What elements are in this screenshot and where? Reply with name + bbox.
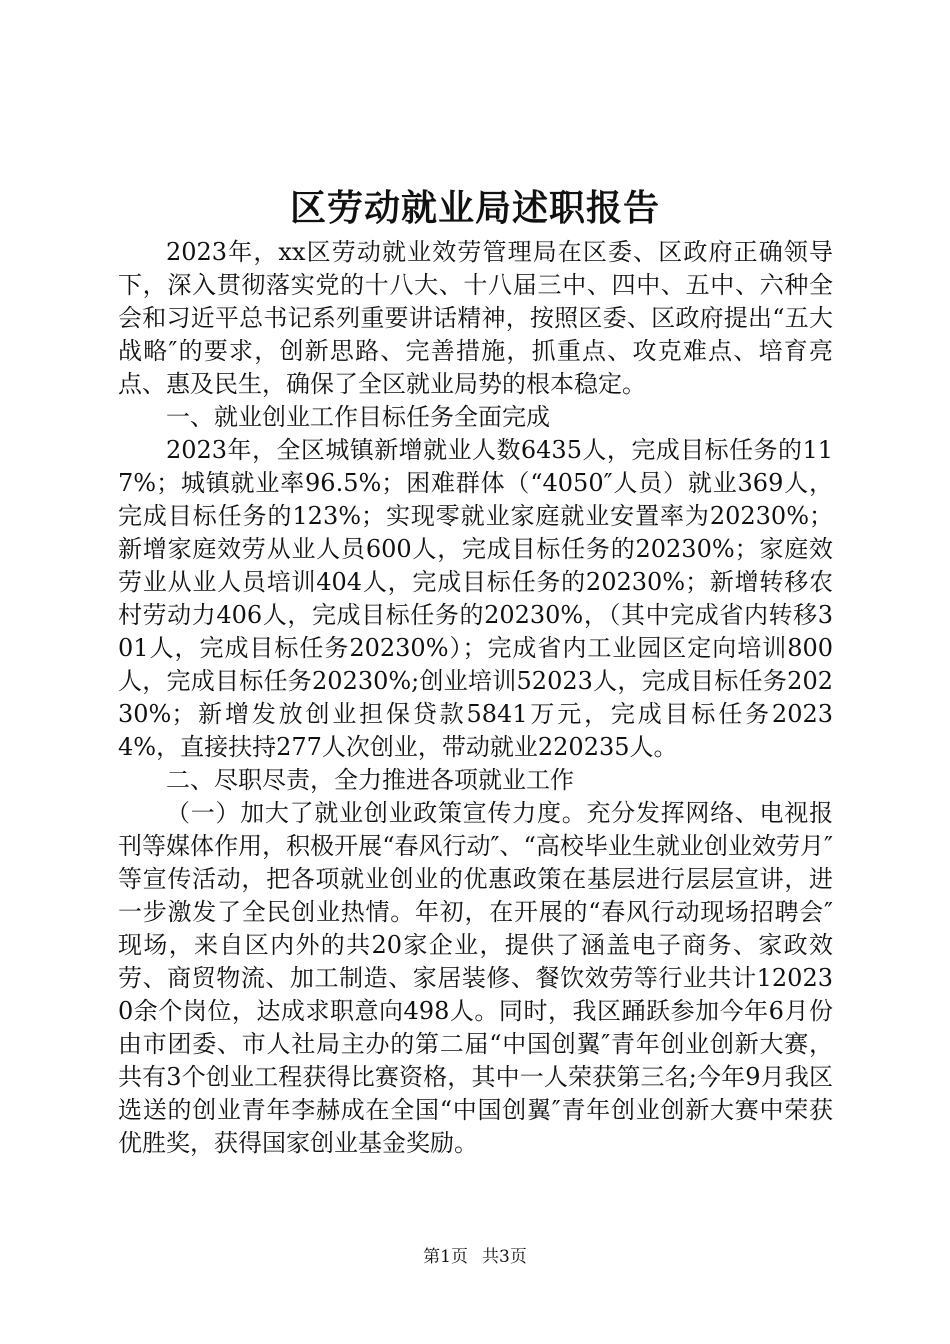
intro-paragraph: 2023年，xx区劳动就业效劳管理局在区委、区政府正确领导下，深入贯彻落实党的十八大、十八届三中、四中、五中、六种全会和习近平总书记系列重要讲话精神，按照区委、区政府提出“五大战略″的要求，创新思路、完善措施，抓重点、攻克难点、培育亮点、惠及民生，确保了全区就业局势的根本稳定。 <box>118 238 833 398</box>
page-total: 共3页 <box>482 1247 527 1267</box>
page-footer <box>0 1242 950 1267</box>
document-title: 区劳动就业局述职报告 <box>289 187 660 229</box>
section-heading-2: 二、尽职尽责，全力推进各项就业工作 <box>166 766 574 794</box>
section-heading-1: 一、就业创业工作目标任务全面完成 <box>166 403 550 431</box>
page-number: 第1页 <box>423 1247 468 1267</box>
section-2-paragraph: （一）加大了就业创业政策宣传力度。充分发挥网络、电视报刊等媒体作用，积极开展“春风行动″、“高校毕业生就业创业效劳月″等宣传活动，把各项就业创业的优惠政策在基层进行层层宣讲，进一步激发了全民创业热情。年初，在开展的“春风行动现场招聘会″现场，来自区内外的共20家企业，提供了涵盖电子商务、家政效劳、商贸物流、加工制造、家居装修、餐饮效劳等行业共计120230余个岗位，达成求职意向498人。同时，我区踊跃参加今年6月份由市团委、市人社局主办的第二届“中国创翼″青年创业创新大赛，共有3个创业工程获得比赛资格，其中一人荣获第三名;今年9月我区选送的创业青年李赫成在全国“中国创翼″青年创业创新大赛中荣获优胜奖，获得国家创业基金奖励。 <box>118 799 833 1157</box>
section-1-paragraph: 2023年，全区城镇新增就业人数6435人，完成目标任务的117%；城镇就业率96.5%；困难群体（“4050″人员）就业369人，完成目标任务的123%；实现零就业家庭就业安置率为20230%；新增家庭效劳从业人员600人，完成目标任务的20230%；家庭效劳业从业人员培训404人，完成目标任务的20230%；新增转移农村劳动力406人，完成目标任务的20230%，（其中完成省内转移301人，完成目标任务20230%）；完成省内工业园区定向培训800人，完成目标任务20230%;创业培训52023人，完成目标任务20230%；新增发放创业担保贷款5841万元，完成目标任务20234%，直接扶持277人次创业，带动就业220235人。 <box>118 436 833 761</box>
document-body <box>118 236 833 1160</box>
